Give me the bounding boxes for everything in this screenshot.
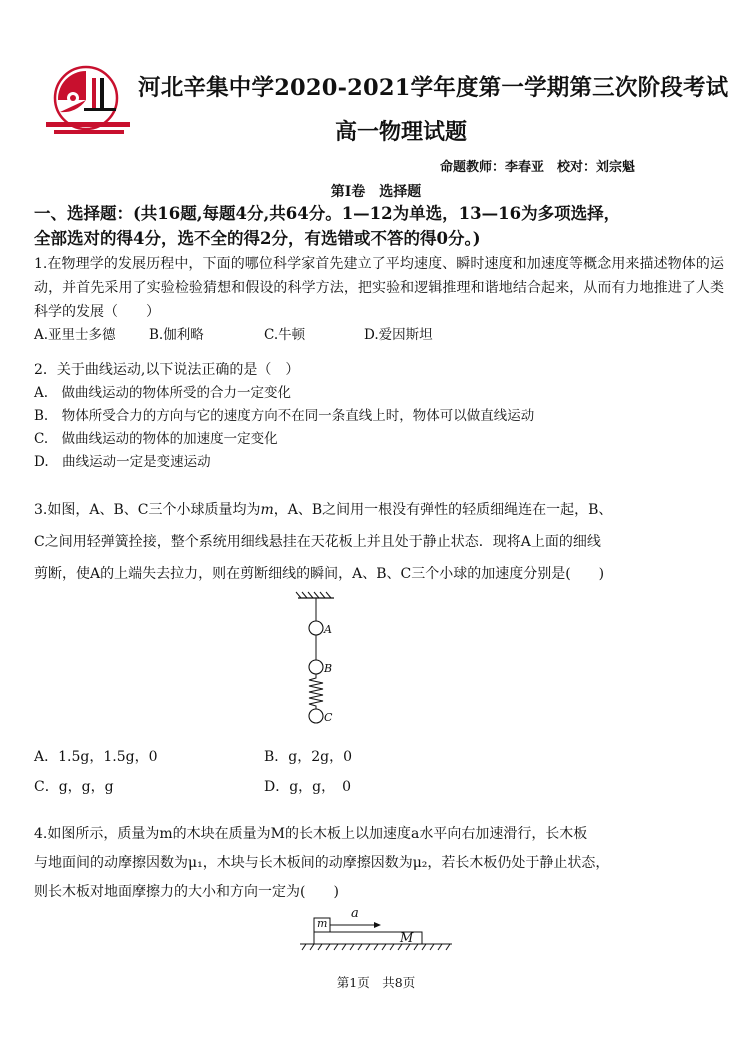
question-3 [34, 494, 724, 590]
question-4-line-2: 与地面间的动摩擦因数为μ₁，木块与长木板间的动摩擦因数为μ₂，若长木板仍处于静止状态， [34, 855, 610, 871]
question-2 [34, 358, 724, 474]
option-c: C．g，g，g [34, 779, 114, 795]
section-instructions [34, 201, 724, 251]
exam-subtitle: 高一物理试题 [334, 119, 467, 145]
ball-spring-figure [292, 590, 352, 730]
option-b: B.伽利略 [149, 327, 204, 343]
option-a: A．1.5g，1.5g，0 [34, 749, 158, 765]
question-3-options [34, 742, 724, 802]
option-c: C.牛顿 [264, 327, 306, 343]
question-1-options [34, 324, 724, 347]
label-ball-b: B [324, 662, 333, 675]
option-b: B．g，2g，0 [264, 749, 353, 765]
page-footer: 第1页 共8页 [336, 975, 416, 990]
label-acceleration-a: a [351, 906, 359, 921]
question-2-text: 2．关于曲线运动,以下说法正确的是（ ） [34, 362, 300, 378]
instructions-line-2: 全部选对的得4分，选不全的得2分，有选错或不答的得0分。) [34, 229, 481, 248]
exam-title: 河北辛集中学2020-2021学年度第一学期第三次阶段考试 [138, 75, 729, 101]
question-1 [34, 252, 724, 347]
label-ball-c: C [324, 711, 333, 724]
section-title: 第Ⅰ卷 选择题 [330, 184, 422, 200]
option-a: A. 做曲线运动的物体所受的合力一定变化 [34, 385, 292, 401]
block-plank-figure [296, 906, 456, 956]
question-4-line-3: 则长木板对地面摩擦力的大小和方向一定为( ) [34, 884, 339, 900]
option-d: D．g，g， 0 [264, 779, 352, 795]
question-4 [34, 820, 724, 907]
question-3-line-3: 剪断，使A的上端失去拉力，则在剪断细线的瞬间，A、B、C三个小球的加速度分别是( ) [34, 566, 605, 582]
option-d: D. 曲线运动一定是变速运动 [34, 454, 211, 470]
question-4-line-1: 4.如图所示，质量为m的木块在质量为M的长木板上以加速度a水平向右加速滑行，长木板 [34, 826, 588, 842]
option-b: B. 物体所受合力的方向与它的速度方向不在同一条直线上时，物体可以做直线运动 [34, 408, 535, 424]
option-c: C. 做曲线运动的物体的加速度一定变化 [34, 431, 278, 447]
question-1-text: 1.在物理学的发展历程中，下面的哪位科学家首先建立了平均速度、瞬时速度和加速度等概念用来描述物体的运动，并首先采用了实验检验猜想和假设的科学方法，把实验和逻辑推理和谐地结合起来，从而有力地推进了人类科学的发展（ ） [34, 256, 724, 320]
label-ball-a: A [324, 623, 332, 636]
question-3-line-1: 3.如图，A、B、C三个小球质量均为m，A、B之间用一根没有弹性的轻质细绳连在一起，B、 [34, 502, 613, 518]
label-block-m: m [317, 917, 328, 930]
instructions-line-1: 一、选择题：(共16题,每题4分,共64分。1—12为单选，13—16为多项选择， [34, 204, 621, 223]
question-3-line-2: C之间用轻弹簧拴接，整个系统用细线悬挂在天花板上并且处于静止状态．现将A上面的细线 [34, 534, 601, 550]
teacher-credits: 命题教师：李春亚 校对：刘宗魁 [440, 160, 636, 175]
option-a: A.亚里士多德 [34, 327, 116, 343]
option-d: D.爱因斯坦 [364, 327, 433, 343]
label-plank-m: M [400, 931, 414, 946]
